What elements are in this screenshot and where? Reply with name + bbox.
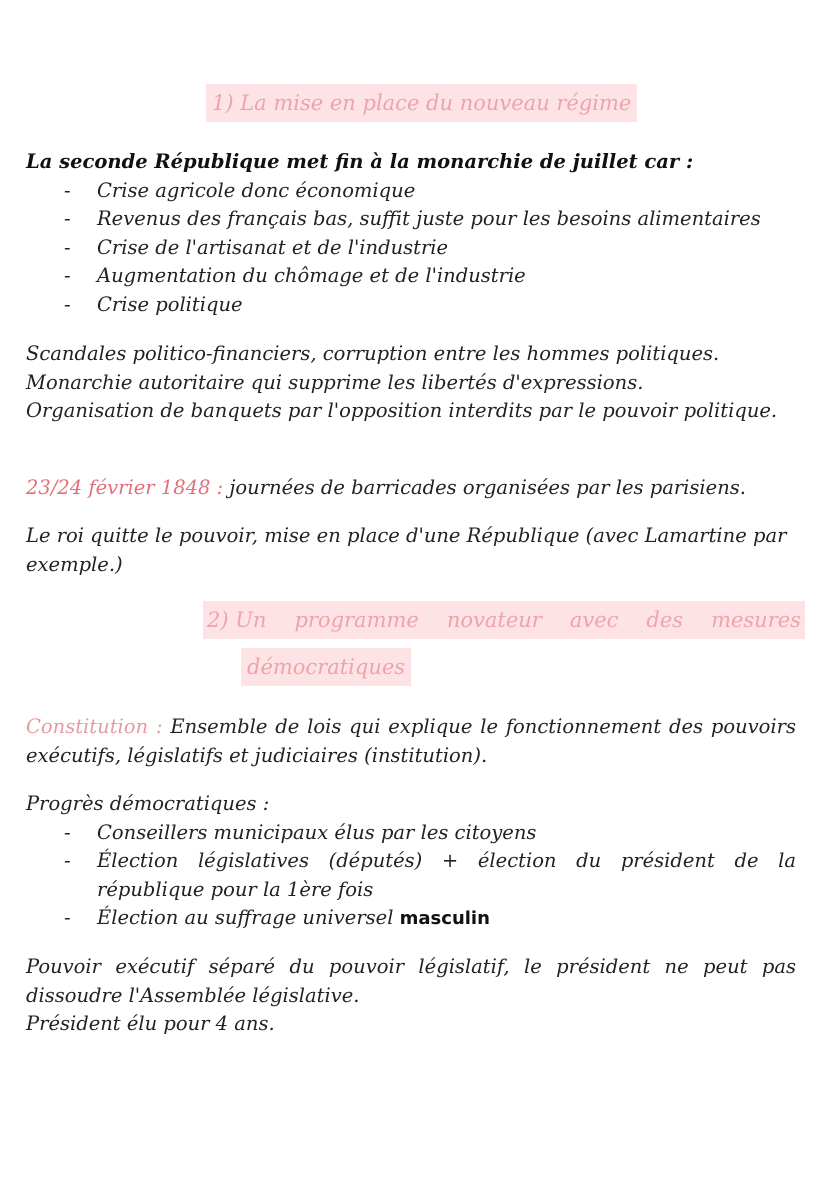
heading-word: des <box>646 608 684 632</box>
heading-word: programme <box>294 608 419 632</box>
constitution-definition <box>26 713 796 770</box>
section-2-heading <box>203 601 805 639</box>
causes-list <box>26 177 796 320</box>
progress-block <box>26 790 796 934</box>
list-item: - Crise agricole donc économique <box>26 177 796 206</box>
list-item-text: Élection au suffrage universel <box>97 906 394 929</box>
closing-paragraph <box>26 953 796 1039</box>
list-item <box>26 904 796 934</box>
section-2-heading-line-2: démocratiques <box>241 648 411 686</box>
heading-word: 2) Un <box>207 608 267 632</box>
causes-block <box>26 148 796 319</box>
republic-paragraph: Le roi quitte le pouvoir, mise en place d'une République (avec Lamartine par exemple.) <box>26 524 787 576</box>
constitution-term: Constitution : <box>26 715 163 738</box>
paragraph-line: Organisation de banquets par l'opposition interdits par le pouvoir politique. <box>26 399 778 422</box>
list-item: - Crise de l'artisanat et de l'industrie <box>26 234 796 263</box>
progress-intro: Progrès démocratiques : <box>26 792 270 815</box>
heading-word: novateur <box>446 608 542 632</box>
event-date: 23/24 février 1848 : <box>26 476 224 499</box>
paragraph-text: Pouvoir exécutif séparé du pouvoir législatif, le président ne peut pas dissoudre l'Assemblée législative. <box>26 955 796 1007</box>
event-text: journées de barricades organisées par les parisiens. <box>229 476 746 499</box>
progress-list <box>26 819 796 934</box>
section-1-heading: 1) La mise en place du nouveau régime <box>206 84 637 122</box>
list-item: - Augmentation du chômage et de l'industrie <box>26 262 796 291</box>
list-item: - Élection législatives (députés) + élection du président de la république pour la 1ère fois <box>26 847 796 904</box>
section-1-intro: La seconde République met fin à la monarchie de juillet car : <box>26 150 694 173</box>
paragraph-line: Scandales politico-financiers, corruption entre les hommes politiques. <box>26 342 720 365</box>
list-item: - Revenus des français bas, suffit juste pour les besoins alimentaires <box>26 205 796 234</box>
list-item: - Crise politique <box>26 291 796 320</box>
paragraph-line: Président élu pour 4 ans. <box>26 1012 275 1035</box>
heading-word: mesures <box>711 608 801 632</box>
event-paragraph <box>26 474 796 503</box>
paragraph-line: Monarchie autoritaire qui supprime les libertés d'expressions. <box>26 370 644 394</box>
scandals-paragraph <box>26 340 796 426</box>
list-item: - Conseillers municipaux élus par les citoyens <box>26 819 796 848</box>
constitution-text: Ensemble de lois qui explique le fonctionnement des pouvoirs exécutifs, législatifs et judiciaires (institution). <box>26 715 796 767</box>
emphasis-word: masculin <box>399 908 490 929</box>
heading-word: avec <box>569 608 619 632</box>
